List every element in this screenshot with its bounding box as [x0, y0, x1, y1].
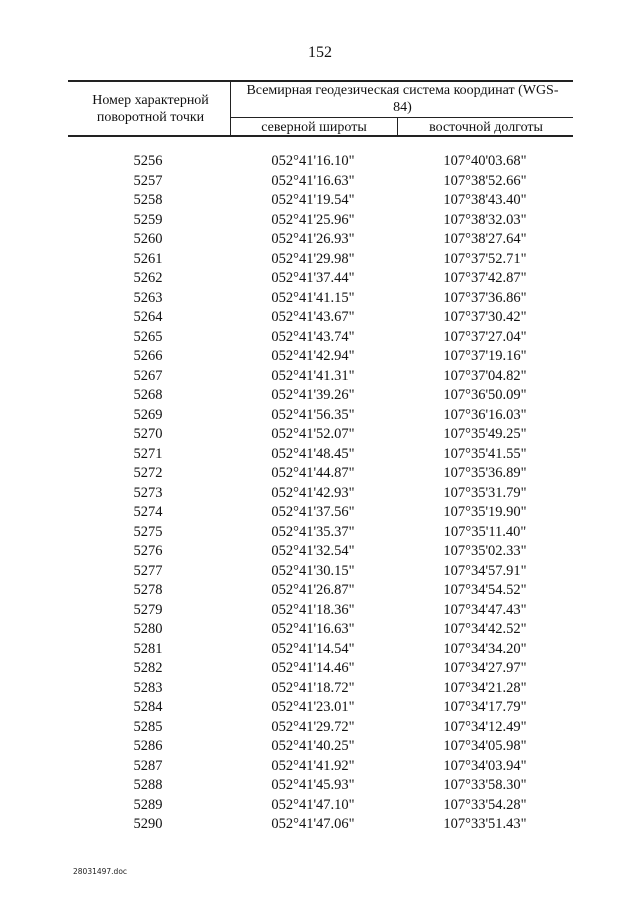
point-number-cell: 5272	[133, 465, 163, 481]
table-row	[0, 406, 640, 426]
latitude-cell: 052°41'29.72"	[271, 718, 355, 735]
point-number-cell: 5268	[133, 387, 163, 403]
longitude-cell: 107°38'43.40"	[443, 192, 527, 208]
latitude-cell: 052°41'37.56"	[271, 504, 355, 520]
point-number-cell: 5259	[133, 211, 163, 228]
table-row	[0, 269, 640, 289]
latitude-cell: 052°41'14.46"	[271, 660, 355, 676]
longitude-cell: 107°33'58.30"	[443, 777, 527, 793]
longitude-cell: 107°37'04.82"	[443, 367, 527, 384]
table-row	[0, 523, 640, 543]
table-row	[0, 445, 640, 465]
table-row	[0, 718, 640, 738]
table-row	[0, 698, 640, 718]
point-number-cell: 5288	[133, 777, 163, 793]
table-row	[0, 250, 640, 270]
point-number-cell: 5257	[133, 172, 163, 189]
latitude-cell: 052°41'14.54"	[271, 640, 355, 657]
longitude-cell: 107°36'50.09"	[443, 387, 527, 403]
latitude-cell: 052°41'18.72"	[271, 679, 355, 696]
point-number-cell: 5262	[133, 270, 163, 286]
table-row	[0, 367, 640, 387]
longitude-cell: 107°34'21.28"	[443, 679, 527, 696]
latitude-cell: 052°41'44.87"	[271, 465, 355, 481]
latitude-cell: 052°41'29.98"	[271, 250, 355, 267]
table-row	[0, 503, 640, 523]
table-row	[0, 542, 640, 562]
point-number-cell: 5289	[133, 796, 163, 813]
latitude-cell: 052°41'42.94"	[271, 348, 355, 364]
point-number-cell: 5266	[133, 348, 163, 364]
point-number-cell: 5278	[133, 582, 163, 598]
longitude-cell: 107°33'54.28"	[443, 796, 527, 813]
point-number-cell: 5287	[133, 757, 163, 774]
longitude-cell: 107°37'19.16"	[443, 348, 527, 364]
longitude-cell: 107°34'34.20"	[443, 640, 527, 657]
latitude-cell: 052°41'56.35"	[271, 406, 355, 423]
header-point-number: Номер характерной поворотной точки	[92, 93, 209, 125]
latitude-cell: 052°41'47.06"	[271, 816, 355, 832]
latitude-cell: 052°41'19.54"	[271, 192, 355, 208]
latitude-cell: 052°41'41.92"	[271, 757, 355, 774]
latitude-cell: 052°41'41.15"	[271, 289, 355, 306]
longitude-cell: 107°35'19.90"	[443, 504, 527, 520]
latitude-cell: 052°41'45.93"	[271, 777, 355, 793]
longitude-cell: 107°37'27.04"	[443, 328, 527, 345]
table-row	[0, 659, 640, 679]
latitude-cell: 052°41'39.26"	[271, 387, 355, 403]
longitude-cell: 107°35'49.25"	[443, 426, 527, 442]
header-latitude: северной широты	[261, 120, 367, 135]
longitude-cell: 107°34'17.79"	[443, 699, 527, 715]
longitude-cell: 107°38'32.03"	[443, 211, 527, 228]
point-number-cell: 5286	[133, 738, 163, 754]
latitude-cell: 052°41'47.10"	[271, 796, 355, 813]
longitude-cell: 107°40'03.68"	[443, 153, 527, 169]
latitude-cell: 052°41'18.36"	[271, 601, 355, 618]
latitude-cell: 052°41'37.44"	[271, 270, 355, 286]
page-number: 152	[308, 44, 332, 61]
point-number-cell: 5258	[133, 192, 163, 208]
latitude-cell: 052°41'41.31"	[271, 367, 355, 384]
latitude-cell: 052°41'40.25"	[271, 738, 355, 754]
point-number-cell: 5260	[133, 231, 163, 247]
table-row	[0, 347, 640, 367]
latitude-cell: 052°41'26.87"	[271, 582, 355, 598]
point-number-cell: 5277	[133, 562, 163, 579]
latitude-cell: 052°41'48.45"	[271, 445, 355, 462]
longitude-cell: 107°34'03.94"	[443, 757, 527, 774]
longitude-cell: 107°34'54.52"	[443, 582, 527, 598]
point-number-cell: 5276	[133, 543, 163, 559]
latitude-cell: 052°41'16.63"	[271, 621, 355, 637]
table-row	[0, 737, 640, 757]
header-subcol-divider	[397, 117, 398, 136]
table-row	[0, 289, 640, 309]
table-row	[0, 211, 640, 231]
point-number-cell: 5274	[133, 504, 163, 520]
table-row	[0, 386, 640, 406]
point-number-cell: 5282	[133, 660, 163, 676]
table-row	[0, 815, 640, 835]
longitude-cell: 107°37'52.71"	[443, 250, 527, 267]
latitude-cell: 052°41'35.37"	[271, 523, 355, 540]
longitude-cell: 107°37'30.42"	[443, 309, 527, 325]
latitude-cell: 052°41'23.01"	[271, 699, 355, 715]
table-row	[0, 484, 640, 504]
point-number-cell: 5261	[133, 250, 163, 267]
table-row	[0, 230, 640, 250]
header-coordinate-system: Всемирная геодезическая система координат (WGS-84)	[246, 83, 559, 115]
table-row	[0, 464, 640, 484]
point-number-cell: 5265	[133, 328, 163, 345]
point-number-cell: 5275	[133, 523, 163, 540]
longitude-cell: 107°34'12.49"	[443, 718, 527, 735]
table-row	[0, 601, 640, 621]
table-row	[0, 308, 640, 328]
point-number-cell: 5270	[133, 426, 163, 442]
table-row	[0, 640, 640, 660]
longitude-cell: 107°36'16.03"	[443, 406, 527, 423]
point-number-cell: 5263	[133, 289, 163, 306]
table-row	[0, 172, 640, 192]
point-number-cell: 5284	[133, 699, 163, 715]
point-number-cell: 5256	[133, 153, 163, 169]
latitude-cell: 052°41'25.96"	[271, 211, 355, 228]
table-row	[0, 757, 640, 777]
coordinates-table-body	[0, 152, 640, 835]
point-number-cell: 5280	[133, 621, 163, 637]
latitude-cell: 052°41'42.93"	[271, 484, 355, 501]
point-number-cell: 5267	[133, 367, 163, 384]
table-row	[0, 679, 640, 699]
point-number-cell: 5273	[133, 484, 163, 501]
header-longitude: восточной долготы	[429, 120, 543, 135]
longitude-cell: 107°35'31.79"	[443, 484, 527, 501]
latitude-cell: 052°41'16.10"	[271, 153, 355, 169]
header-subcol-rule	[230, 117, 573, 118]
longitude-cell: 107°38'52.66"	[443, 172, 527, 189]
longitude-cell: 107°34'57.91"	[443, 562, 527, 579]
point-number-cell: 5279	[133, 601, 163, 618]
longitude-cell: 107°35'02.33"	[443, 543, 527, 559]
point-number-cell: 5271	[133, 445, 163, 462]
longitude-cell: 107°38'27.64"	[443, 231, 527, 247]
latitude-cell: 052°41'43.74"	[271, 328, 355, 345]
point-number-cell: 5283	[133, 679, 163, 696]
latitude-cell: 052°41'32.54"	[271, 543, 355, 559]
longitude-cell: 107°34'27.97"	[443, 660, 527, 676]
point-number-cell: 5269	[133, 406, 163, 423]
longitude-cell: 107°35'11.40"	[443, 523, 527, 540]
table-row	[0, 776, 640, 796]
longitude-cell: 107°34'05.98"	[443, 738, 527, 754]
table-row	[0, 562, 640, 582]
latitude-cell: 052°41'43.67"	[271, 309, 355, 325]
point-number-cell: 5281	[133, 640, 163, 657]
footer-filename: 28031497.doc	[73, 867, 128, 876]
table-row	[0, 796, 640, 816]
table-row	[0, 581, 640, 601]
latitude-cell: 052°41'30.15"	[271, 562, 355, 579]
latitude-cell: 052°41'52.07"	[271, 426, 355, 442]
longitude-cell: 107°34'42.52"	[443, 621, 527, 637]
longitude-cell: 107°37'36.86"	[443, 289, 527, 306]
table-row	[0, 152, 640, 172]
header-col-divider	[230, 80, 231, 136]
point-number-cell: 5264	[133, 309, 163, 325]
table-row	[0, 425, 640, 445]
latitude-cell: 052°41'26.93"	[271, 231, 355, 247]
latitude-cell: 052°41'16.63"	[271, 172, 355, 189]
table-row	[0, 620, 640, 640]
longitude-cell: 107°35'36.89"	[443, 465, 527, 481]
longitude-cell: 107°34'47.43"	[443, 601, 527, 618]
longitude-cell: 107°35'41.55"	[443, 445, 527, 462]
longitude-cell: 107°37'42.87"	[443, 270, 527, 286]
table-row	[0, 191, 640, 211]
longitude-cell: 107°33'51.43"	[443, 816, 527, 832]
point-number-cell: 5290	[133, 816, 163, 832]
table-row	[0, 328, 640, 348]
point-number-cell: 5285	[133, 718, 163, 735]
